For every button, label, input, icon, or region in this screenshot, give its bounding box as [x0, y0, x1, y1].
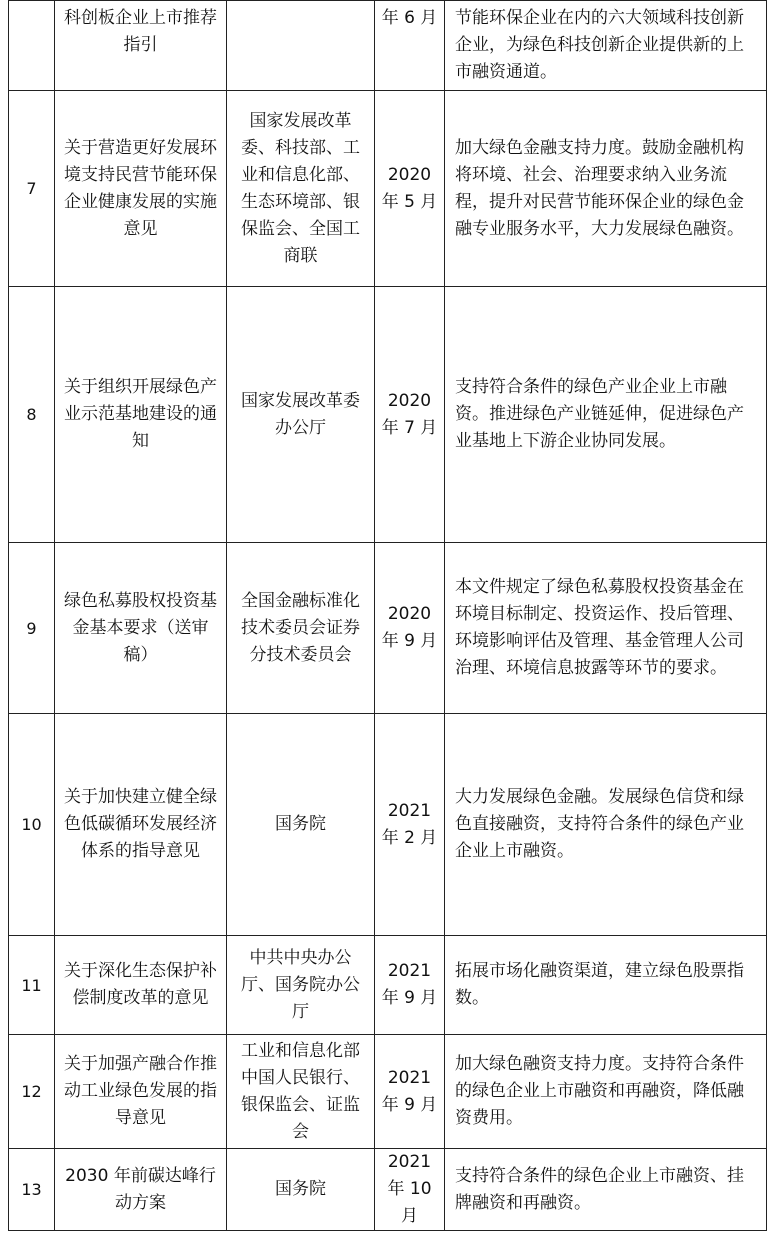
issue-date: 2020 年 9 月	[375, 543, 445, 714]
row-number: 9	[9, 543, 55, 714]
issue-date: 2021 年 9 月	[375, 936, 445, 1035]
row-number: 11	[9, 936, 55, 1035]
issue-date: 2021 年 2 月	[375, 714, 445, 936]
row-number: 13	[9, 1149, 55, 1231]
row-number: 12	[9, 1035, 55, 1149]
policy-content: 拓展市场化融资渠道，建立绿色股票指数。	[445, 936, 767, 1035]
policy-title: 2030 年前碳达峰行动方案	[55, 1149, 227, 1231]
issue-date: 年 6 月	[375, 1, 445, 91]
policy-content: 加大绿色金融支持力度。鼓励金融机构将环境、社会、治理要求纳入业务流程，提升对民营节能环保企业的绿色金融专业服务水平，大力发展绿色融资。	[445, 91, 767, 287]
policy-title: 关于加快建立健全绿色低碳循环发展经济体系的指导意见	[55, 714, 227, 936]
table-row	[9, 543, 767, 714]
policy-content: 加大绿色融资支持力度。支持符合条件的绿色企业上市融资和再融资，降低融资费用。	[445, 1035, 767, 1149]
issuing-authority: 中共中央办公厅、国务院办公厅	[227, 936, 375, 1035]
issuing-authority: 国务院	[227, 1149, 375, 1231]
issuing-authority	[227, 1, 375, 91]
policy-title: 绿色私募股权投资基金基本要求（送审稿）	[55, 543, 227, 714]
issue-date: 2020 年 7 月	[375, 287, 445, 543]
table-row	[9, 287, 767, 543]
issuing-authority: 国务院	[227, 714, 375, 936]
policy-title: 关于营造更好发展环境支持民营节能环保企业健康发展的实施意见	[55, 91, 227, 287]
issuing-authority: 国家发展改革委办公厅	[227, 287, 375, 543]
row-number	[9, 1, 55, 91]
policy-content: 支持符合条件的绿色产业企业上市融资。推进绿色产业链延伸，促进绿色产业基地上下游企业协同发展。	[445, 287, 767, 543]
table-row	[9, 1, 767, 91]
issuing-authority: 全国金融标准化技术委员会证券分技术委员会	[227, 543, 375, 714]
table-row	[9, 91, 767, 287]
policy-content: 大力发展绿色金融。发展绿色信贷和绿色直接融资，支持符合条件的绿色产业企业上市融资。	[445, 714, 767, 936]
row-number: 8	[9, 287, 55, 543]
policy-content: 节能环保企业在内的六大领域科技创新企业，为绿色科技创新企业提供新的上市融资通道。	[445, 1, 767, 91]
policy-content: 支持符合条件的绿色企业上市融资、挂牌融资和再融资。	[445, 1149, 767, 1231]
issue-date: 2020 年 5 月	[375, 91, 445, 287]
row-number: 10	[9, 714, 55, 936]
table-row	[9, 1149, 767, 1231]
issue-date: 2021 年 9 月	[375, 1035, 445, 1149]
policy-title: 关于加强产融合作推动工业绿色发展的指导意见	[55, 1035, 227, 1149]
policy-content: 本文件规定了绿色私募股权投资基金在环境目标制定、投资运作、投后管理、环境影响评估及管理、基金管理人公司治理、环境信息披露等环节的要求。	[445, 543, 767, 714]
issuing-authority: 工业和信息化部中国人民银行、银保监会、证监会	[227, 1035, 375, 1149]
table-row	[9, 936, 767, 1035]
policy-table	[8, 0, 767, 1231]
table-row	[9, 1035, 767, 1149]
table-row	[9, 714, 767, 936]
policy-title: 关于组织开展绿色产业示范基地建设的通知	[55, 287, 227, 543]
row-number: 7	[9, 91, 55, 287]
issue-date: 2021 年 10 月	[375, 1149, 445, 1231]
policy-title: 科创板企业上市推荐指引	[55, 1, 227, 91]
policy-title: 关于深化生态保护补偿制度改革的意见	[55, 936, 227, 1035]
issuing-authority: 国家发展改革委、科技部、工业和信息化部、生态环境部、银保监会、全国工商联	[227, 91, 375, 287]
